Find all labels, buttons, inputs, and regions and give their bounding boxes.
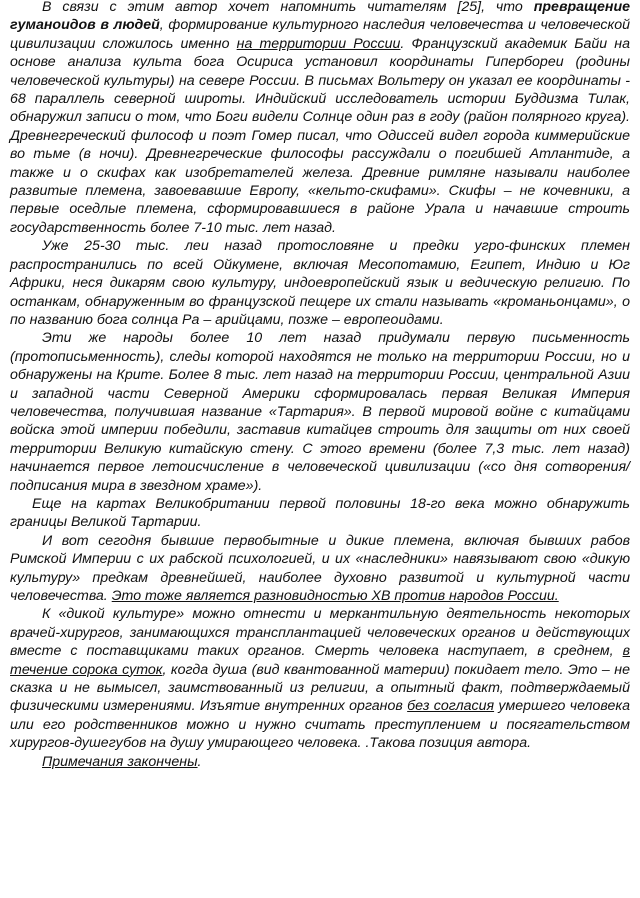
text-span: умершего человека или его родственников можно и нужно считать преступлением и посягательством хирургов-душегубов на душу умирающего человека. .Такова позиция автора. <box>10 698 631 752</box>
emphasis-underline: без согласия <box>407 698 495 715</box>
text-span: . Французский академик Байи на основе анализа культа бога Осириса установил координаты Гипербореи (родины человеческой культуры) на севере России. В письмах Вольтеру он указал ее координаты - 68 параллель северной широты. Индийский исследователь истории Буддизма Тилак, обнаружил записи о том, что Боги видели Солнце один раз в году (район полярного круга). Древнегреческий философ и поэт Гомер писал, что Одиссей видел города киммерийские во тьме (в ночи). Древнегреческие философы рассуждали о погибшей Атлантиде, а также и о скифах как изобретателей железа. Древние римляне называли наиболее развитые племена, завоевавшие Европу, «кельто-скифами». Скифы – не кочевники, а первые оседлые племена, сформировавшиеся в районе Урала и начавшие строить государственность более 7-10 тыс. лет назад. <box>10 35 630 236</box>
text-span: И вот сегодня бывшие первобытные и дикие племена, включая бывших рабов Римской Империи с их рабской психологией, и их «наследники» навязывают свою «дикую культуру» предкам древнейшей, наиболее духовно развитой и культурной части человечества. <box>10 532 630 604</box>
text-span: К «дикой культуре» можно отнести и меркантильную деятельность некоторых врачей-хирургов, занимающихся трансплантацией человеческих органов и действующих вместе с поставщиками таких органов. Смерть человека наступает, в среднем, <box>10 606 630 660</box>
text-span: Уже 25-30 тыс. леи назад протословяне и предки угро-финских племен распространились по всей Ойкумене, включая Месопотамию, Египет, Индию и Юг Африки, неся дикарям свою культуру, индоевропейский язык и ведическую религию. По останкам, обнаруженным во французской пещере их стали называть «кроманьонцами», о по названию бога солнца Ра – арийцами, позже – европеоидами. <box>10 238 630 328</box>
text-span: , формирование культурного наследия человечества и человеческой цивилизации сложилось именно <box>10 17 630 52</box>
emphasis-bold: превращение гуманоидов в людей <box>10 0 630 34</box>
paragraph-tartaria <box>10 329 630 495</box>
emphasis-underline: Примечания закончены <box>42 753 198 770</box>
text-span: Эти же народы более 10 лет назад придумали первую письменность (протописьменность), следы которой находятся не только на территории России, но и обнаружены на Крите. Более 8 тыс. лет назад на территории России, центральной Азии и западной части Северной Америки сформировалась первая Великая Империя человечества, получившая название «Тартария». В первой мировой войне с китайцами войска этой империи победили, заставив китайцев строить для защиты от них своей территории Великую китайскую стену. С этого времени (более 7,3 тыс. лет назад) начинается первое летоисчисление в человеческой цивилизации («со дня сотворения/подписания мира в звездном храме»). <box>10 330 630 494</box>
emphasis-underline: на территории России <box>236 35 401 52</box>
emphasis-underline: в течение сорока суток <box>10 643 630 678</box>
paragraph-notes-end <box>10 753 630 771</box>
paragraph-wild-tribes <box>10 532 630 606</box>
paragraph-maps <box>10 495 630 532</box>
paragraph-hyperborea <box>10 0 630 237</box>
paragraph-protoslavs <box>10 237 630 329</box>
emphasis-underline: Это тоже является разновидностью ХВ против народов России. <box>111 588 559 604</box>
text-span: , когда душа (вид квантованной материи) покидает тело. Это – не сказка и не вымысел, заимствованный из религии, а опытный факт, подтверждаемый физическими измерениями. Изъятие внутренних органов <box>10 661 631 715</box>
text-span: . <box>197 753 202 770</box>
paragraph-surgeons <box>10 605 630 752</box>
text-span: В связи с этим автор хочет напомнить читателям [25], что <box>42 0 534 15</box>
text-span: Еще на картах Великобритании первой половины 18-го века можно обнаружить границы Великой Тартарии. <box>10 495 630 531</box>
